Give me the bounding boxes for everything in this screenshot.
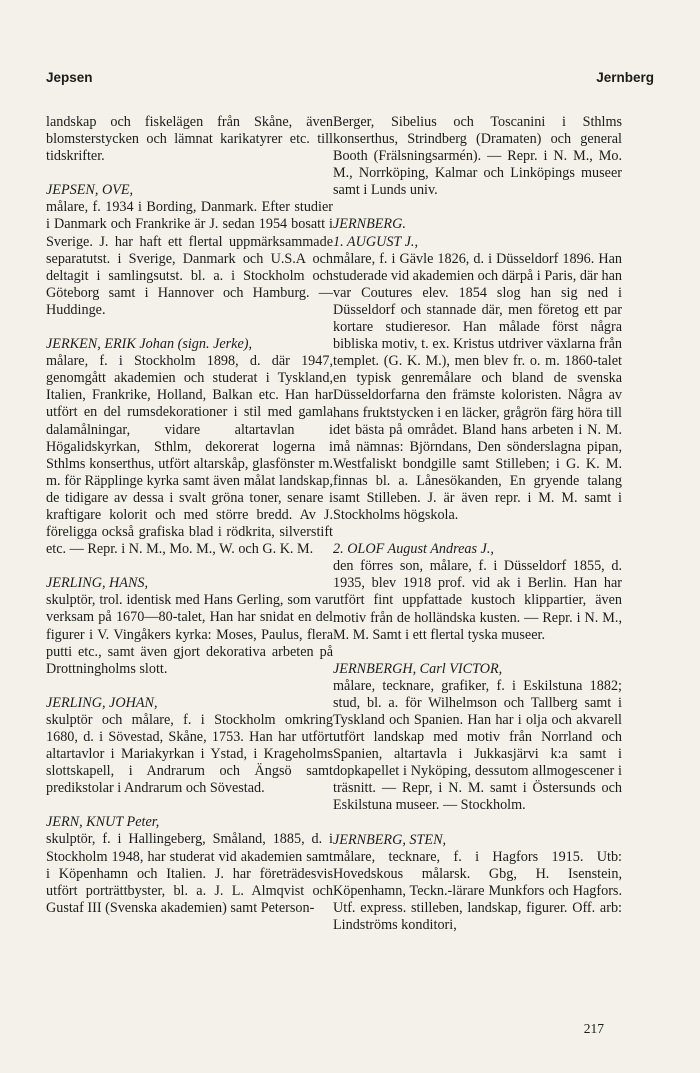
entry — [333, 832, 622, 935]
entry-heading: JEPSEN, OVE, — [46, 182, 134, 199]
entry — [333, 541, 622, 644]
entry-body: skulptör, f. i Hallingeberg, Småland, 1885, d. i Stockholm 1948, har studerat vid akademien samt i Köpenhamn och Italien. J. har företrädesvis utfört porträttbyster, bl. a. J. L. Almqvist och Gustaf III (Svenska akademien) samt Peterson- — [46, 831, 333, 916]
header-first-entry: Jepsen — [46, 70, 93, 85]
entry-body: målare, tecknare, f. i Hagfors 1915. Utb: Hovedskous målarsk. Gbg, H. Isenstein, Köpenhamn, Teckn.-lärare Munkfors och Hagfors. Utf. express. stilleben, landskap, figurer. Off. arb: Lindströms konditori, — [333, 848, 622, 934]
entry — [46, 575, 333, 678]
running-header — [46, 70, 654, 90]
entry-body: målare, f. 1934 i Bording, Danmark. Efter studier i Danmark och Frankrike är J. sedan 1954 bosatt i Sverige. J. har haft ett flertal uppmärksammade separatutst. i Sverige, Danmark och U.S.A och deltagit i samlingsutst. bl. a. i Stockholm och Göteborg samt i Hannover och Hamburg. — Huddinge. — [46, 199, 333, 318]
entry-body: skulptör, trol. identisk med Hans Gerling, som var verksam på 1670—80-talet, Han har snidat en del figurer i V. Vingåkers kyrka: Moses, Paulus, flera putti etc., samt även gjort dekorativa arbeten på Drottningholms slott. — [46, 592, 333, 677]
entry-heading: JERNBERG. — [333, 216, 406, 233]
entry-heading: JERNBERGH, Carl VICTOR, — [333, 660, 503, 677]
entry-heading: JERKEN, ERIK Johan (sign. Jerke), — [46, 336, 253, 353]
entry-heading: JERNBERG, STEN, — [333, 831, 447, 848]
entry-heading: 2. OLOF August Andreas J., — [333, 541, 494, 558]
entry-body: målare, f. i Gävle 1826, d. i Düsseldorf 1896. Han studerade vid akademien och därpå i Paris, där han var Coutures elev. 1854 slog han sig ned i Düsseldorf och stannade där, men företog ett par kortare studieresor. Han målade först några bibliska motiv, t. ex. Kristus utdriver växlarna från templet. (G. K. M.), men blev fr. o. m. 1860-talet en typisk genremålare och bland de svenska Düsseldorfarna den främste koloristen. Några av hans fruktstycken i en läcker, grågrön färg höra till det bästa på området. Bland hans arbeten i N. M. må nämnas: Björndans, Den sönderslagna pipan, Westfaliskt bondgille samt Stilleben; i G. K. M. finnas bl. a. Lånesökanden, En gryende talang samt Stilleben. J. är även repr. i M. M. samt i Stockholms högskola. — [333, 250, 622, 524]
entry-heading: JERLING, JOHAN, — [46, 694, 158, 711]
continued-text: Berger, Sibelius och Toscanini i Sthlms konserthus, Strindberg (Dramaten) och general Booth (Frälsningsarmén). — Repr. i N. M., Mo. M., Norrköping, Kalmar och Linköpings museer samt i Lunds univ. — [333, 114, 622, 199]
continued-text: landskap och fiskelägen från Skåne, även blomsterstycken och lämnat karikatyrer etc. till tidskrifter. — [46, 114, 333, 165]
entry-group-heading — [333, 216, 622, 233]
left-column — [46, 114, 333, 934]
entry-body: den förres son, målare, f. i Düsseldorf 1855, d. 1935, blev 1918 prof. vid ak i Berlin. Han har utfört fint uppfattade kustoch klippartier, även motiv från de holländska kusten. — Repr. i N. M., M. M. Samt i ett flertal tyska museer. — [333, 558, 622, 643]
entry — [46, 814, 333, 917]
entry-heading: JERLING, HANS, — [46, 575, 149, 592]
entry-body: målare, tecknare, grafiker, f. i Eskilstuna 1882; stud, bl. a. för Wilhelmson och Tallberg samt i Tyskland och Spanien. Han har i olja och akvarell utfört landskap med motiv från Norrland och Spanien, altartavla i Jukkasjärvi k:a samt i dopkapellet i Nyköping, dessutom allmogescener i träsnitt. — Repr, i N. M. samt i Östersunds och Eskilstuna museer. — Stockholm. — [333, 677, 622, 814]
entry — [46, 182, 333, 319]
entry-heading: 1. AUGUST J., — [333, 233, 418, 250]
entry — [333, 661, 622, 815]
entry-heading: JERN, KNUT Peter, — [46, 814, 160, 831]
entry — [46, 695, 333, 798]
right-column — [333, 114, 622, 951]
entry — [333, 234, 622, 525]
page-number: 217 — [583, 1021, 604, 1036]
header-last-entry: Jernberg — [596, 70, 654, 85]
entry-body: målare, f. i Stockholm 1898, d. där 1947, genomgått akademien och studerat i Tyskland, Italien, Frankrike, Holland, Balkan etc. Han har utfört en del rumsdekorationer i stil med gamla dalamålningar, vidare altartavlan i Högalidskyrkan, Sthlm, dekorerat logerna i Sthlms konserthus, utfört altarskåp, glasfönster m. m. för Räpplinge kyrka samt även målat landskap, de tidigare av dessa i svalt gröna toner, senare i kraftigare kolorit och med större bredd. Av J. föreligga också grafiska blad i rödkrita, silverstift etc. — Repr. i N. M., Mo. M., W. och G. K. M. — [46, 353, 333, 558]
entry — [46, 336, 333, 558]
entry-body: skulptör och målare, f. i Stockholm omkring 1680, d. i Sövestad, Skåne, 1753. Han har utfört altartavlor i Mariakyrkan i Ystad, i Krageholms slottskapell, i Andrarum och Ängsö samt predikstolar i Andrarum och Sövestad. — [46, 711, 333, 797]
